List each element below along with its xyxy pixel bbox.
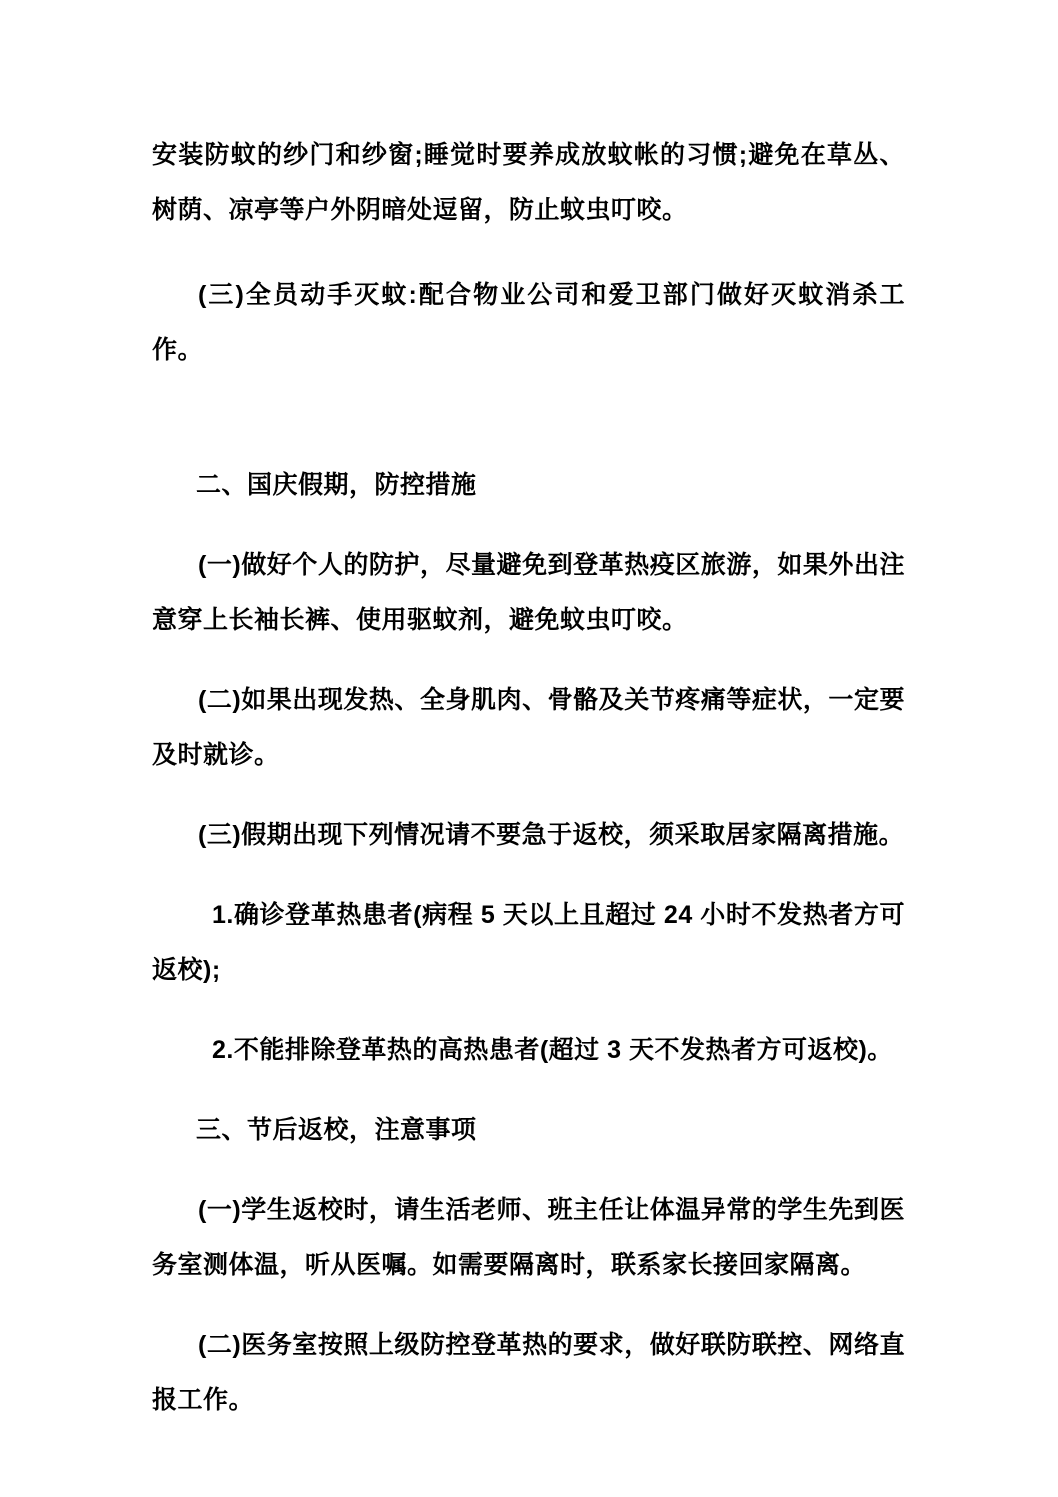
paragraph-clinic-reporting: (二)医务室按照上级防控登革热的要求，做好联防联控、网络直报工作。 <box>152 1331 905 1414</box>
paragraph-kill-mosquitoes: (三)全员动手灭蚊:配合物业公司和爱卫部门做好灭蚊消杀工作。 <box>152 281 905 364</box>
paragraph-home-quarantine: (三)假期出现下列情况请不要急于返校，须采取居家隔离措施。 <box>198 821 905 849</box>
section-heading-holiday-prevention: 二、国庆假期，防控措施 <box>196 471 477 499</box>
paragraph-temperature-check: (一)学生返校时，请生活老师、班主任让体温异常的学生先到医务室测体温，听从医嘱。如需要隔离时，联系家长接回家隔离。 <box>152 1196 905 1279</box>
paragraph-personal-protection: (一)做好个人的防护，尽量避免到登革热疫区旅游，如果外出注意穿上长袖长裤、使用驱蚊剂，避免蚊虫叮咬。 <box>152 551 905 634</box>
paragraph-symptoms-seek-care: (二)如果出现发热、全身肌肉、骨骼及关节疼痛等症状，一定要及时就诊。 <box>152 686 905 769</box>
paragraph-continuation-mosquito-screens: 安装防蚊的纱门和纱窗;睡觉时要养成放蚊帐的习惯;避免在草丛、树荫、凉亭等户外阴暗处逗留，防止蚊虫叮咬。 <box>152 141 905 224</box>
list-item-confirmed-dengue: 1.确诊登革热患者(病程 5 天以上且超过 24 小时不发热者方可返校); <box>152 901 905 984</box>
section-heading-return-to-school: 三、节后返校，注意事项 <box>196 1116 477 1144</box>
list-item-suspected-dengue: 2.不能排除登革热的高热患者(超过 3 天不发热者方可返校)。 <box>212 1036 893 1064</box>
